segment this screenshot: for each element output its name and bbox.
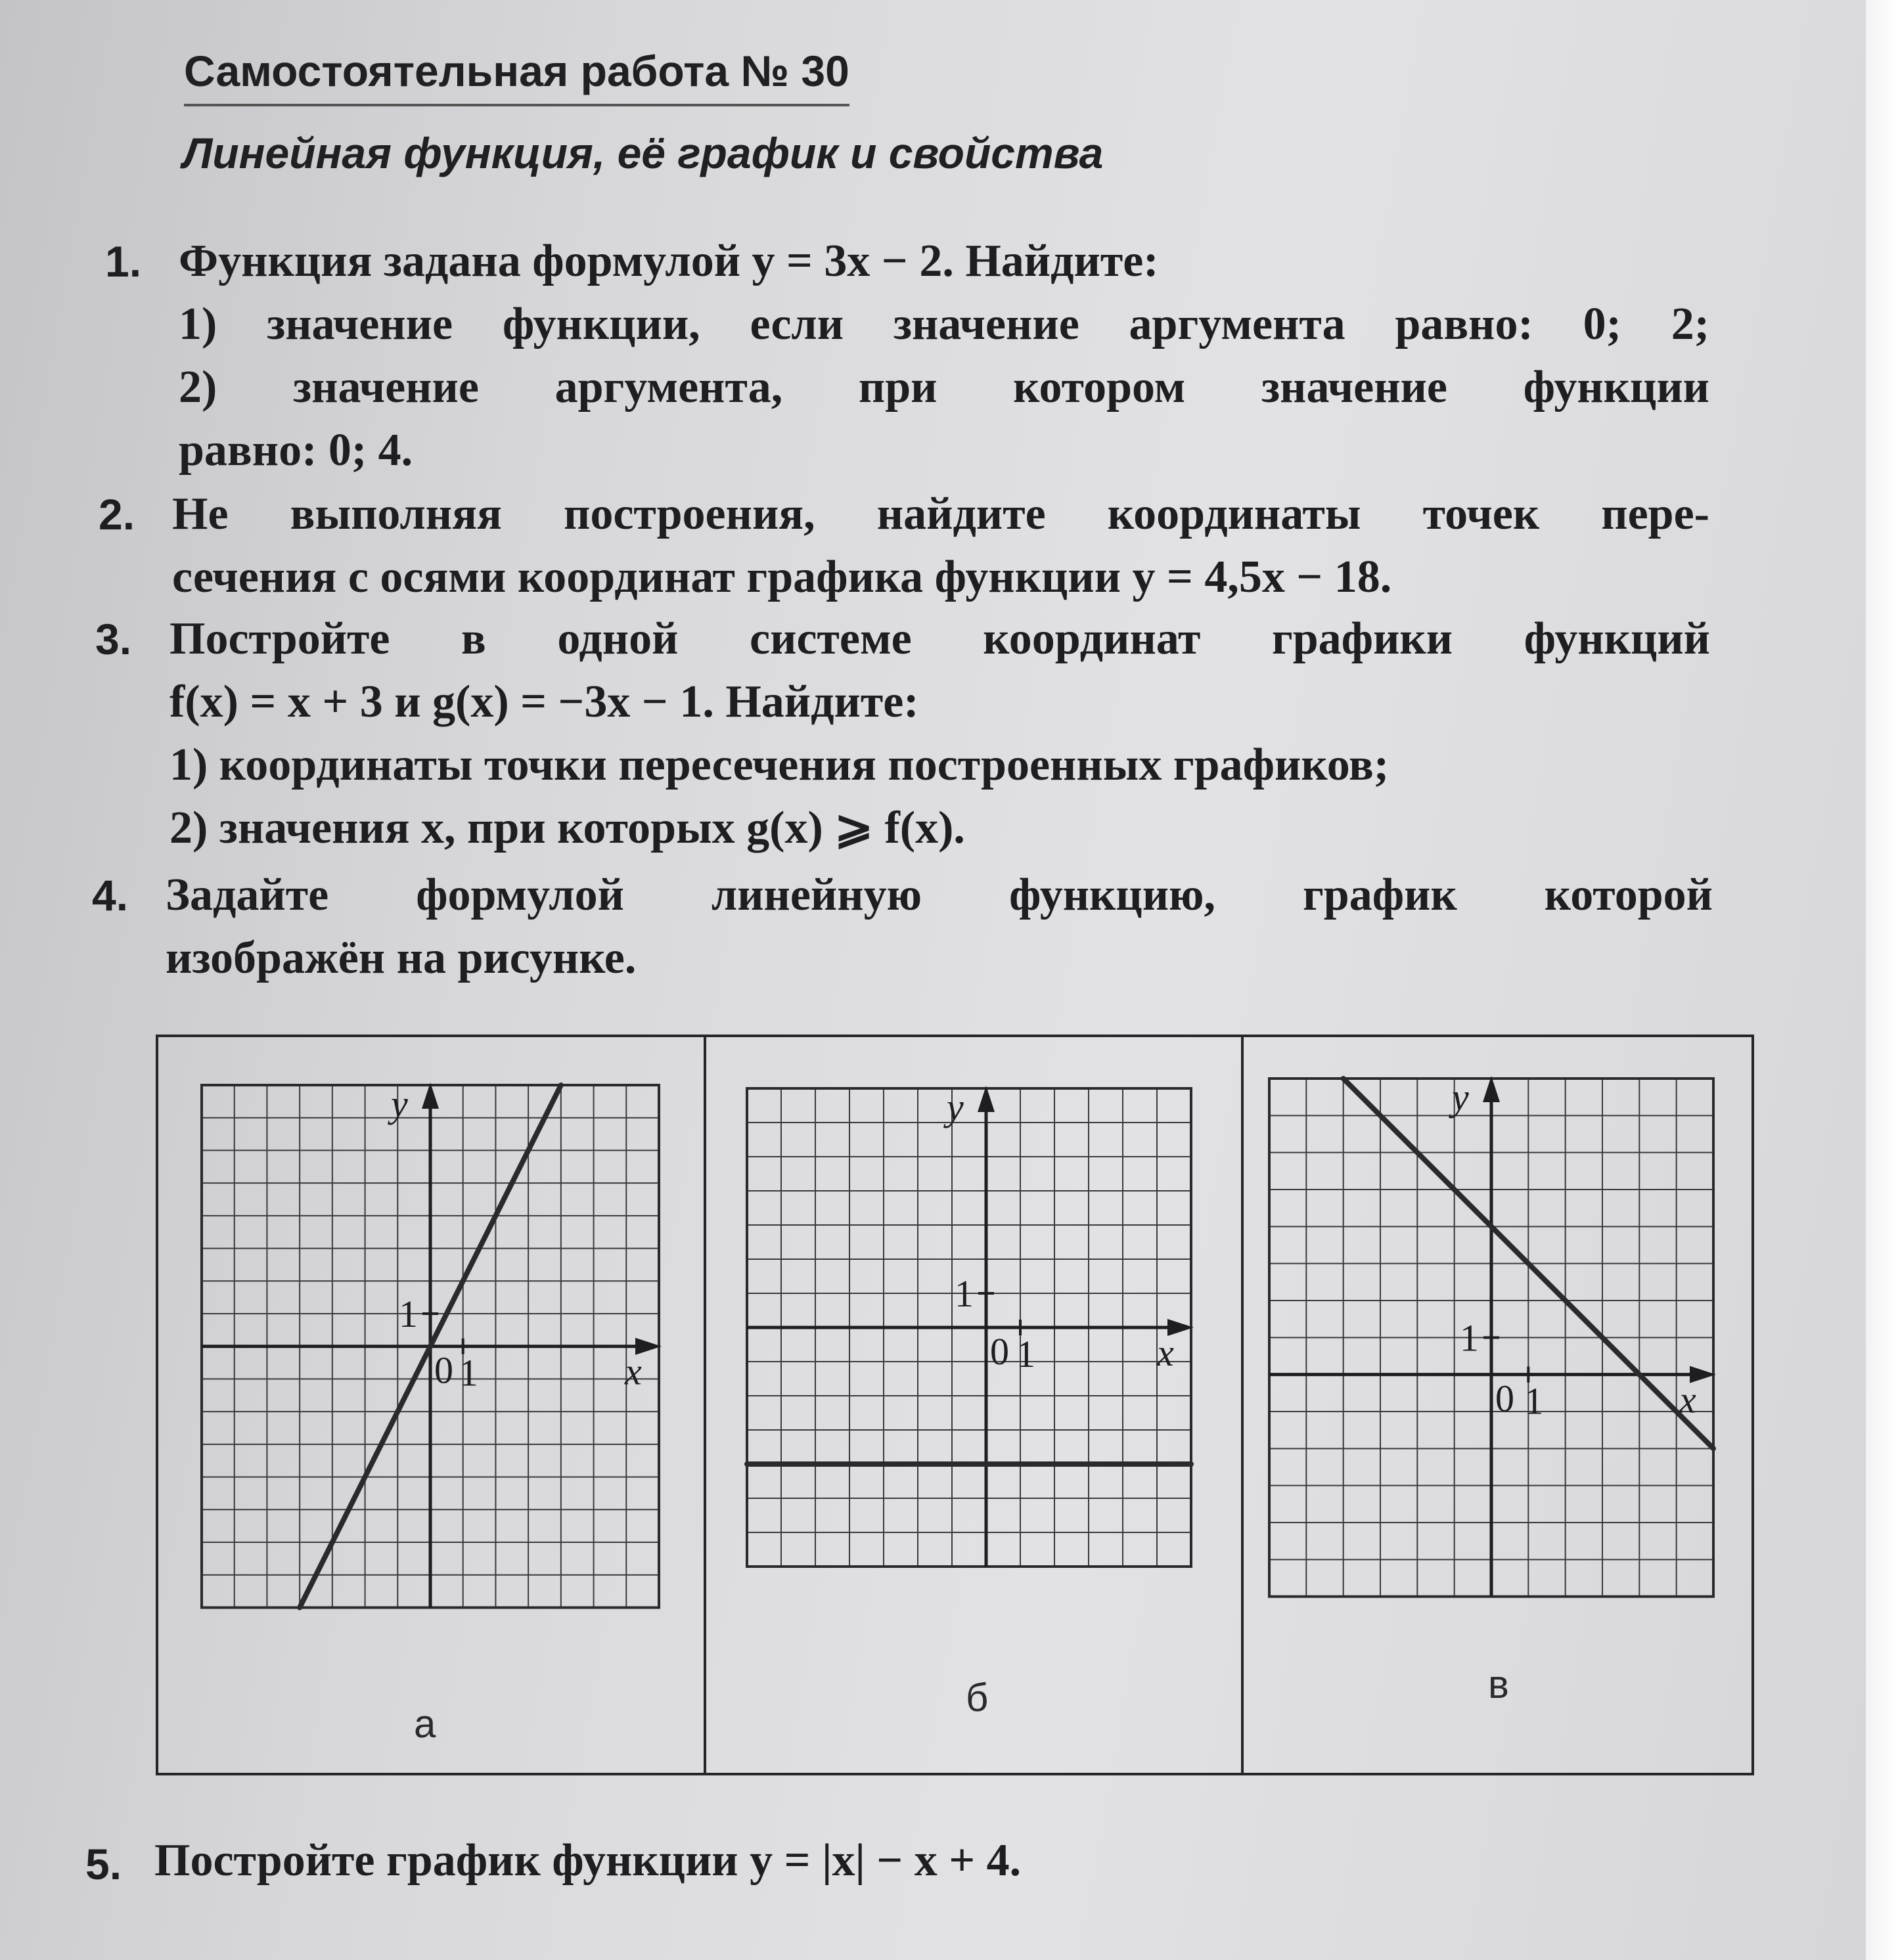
origin-label: 0 bbox=[434, 1348, 453, 1392]
figure-a-caption: а bbox=[414, 1702, 436, 1746]
x-unit-label: 1 bbox=[1524, 1379, 1544, 1423]
task-4 bbox=[166, 864, 1713, 990]
graph-b bbox=[739, 1080, 1199, 1632]
x-axis-label: x bbox=[1679, 1378, 1696, 1421]
graph-v bbox=[1261, 1071, 1721, 1636]
y-axis-label: y bbox=[391, 1082, 408, 1125]
y-unit-label: 1 bbox=[1460, 1316, 1479, 1360]
task-2-line-2: сечения с осями координат графика функции y = 4,5x − 18. bbox=[172, 552, 1392, 602]
task-2-number: 2. bbox=[99, 490, 135, 539]
origin-label: 0 bbox=[1495, 1377, 1514, 1420]
task-4-line-1: Задайте формулой линейную функцию, график которой bbox=[166, 870, 1713, 920]
x-unit-label: 1 bbox=[459, 1351, 478, 1394]
task-1-line-3: 2) значение аргумента, при котором значение функции bbox=[179, 362, 1709, 412]
figure-divider bbox=[1241, 1037, 1244, 1773]
task-4-line-2: изображён на рисунке. bbox=[166, 933, 637, 983]
task-3-line-1: Постройте в одной системе координат графики функций bbox=[169, 613, 1710, 664]
page-subtitle: Линейная функция, её график и свойства bbox=[183, 129, 1104, 177]
origin-label: 0 bbox=[990, 1330, 1009, 1373]
task-2 bbox=[172, 483, 1709, 609]
figure-divider bbox=[704, 1037, 706, 1773]
task-1-number: 1. bbox=[105, 237, 142, 286]
task-1 bbox=[179, 230, 1709, 482]
x-axis-label: x bbox=[625, 1350, 642, 1393]
x-unit-label: 1 bbox=[1016, 1333, 1035, 1375]
task-1-line-2: 1) значение функции, если значение аргумента равно: 0; 2; bbox=[179, 299, 1709, 349]
task-3-line-3: 1) координаты точки пересечения построенных графиков; bbox=[169, 740, 1390, 790]
y-unit-label: 1 bbox=[955, 1272, 974, 1315]
task-1-line-1: Функция задана формулой y = 3x − 2. Найдите: bbox=[179, 236, 1159, 286]
task-3-number: 3. bbox=[95, 615, 132, 663]
y-axis-label: y bbox=[947, 1086, 964, 1128]
task-5-line-1: Постройте график функции y = |x| − x + 4. bbox=[154, 1835, 1022, 1886]
figure-b-caption: б bbox=[966, 1676, 989, 1720]
task-1-line-4: равно: 0; 4. bbox=[179, 425, 413, 476]
page-edge bbox=[1866, 0, 1898, 1960]
graph-a bbox=[194, 1077, 667, 1668]
task-5 bbox=[154, 1829, 1600, 1892]
y-unit-label: 1 bbox=[399, 1293, 418, 1335]
x-axis-label: x bbox=[1157, 1331, 1174, 1374]
task-5-number: 5. bbox=[85, 1840, 122, 1888]
y-axis-label: y bbox=[1452, 1076, 1469, 1119]
page-title: Самостоятельная работа № 30 bbox=[184, 46, 849, 106]
task-3-line-4: 2) значения x, при которых g(x) ⩾ f(x). bbox=[169, 803, 965, 853]
task-3-line-2: f(x) = x + 3 и g(x) = −3x − 1. Найдите: bbox=[169, 677, 919, 727]
task-4-number: 4. bbox=[92, 871, 129, 920]
figure-v-caption: в bbox=[1488, 1662, 1509, 1706]
task-2-line-1: Не выполняя построения, найдите координаты точек пере- bbox=[172, 489, 1709, 539]
task-3 bbox=[169, 608, 1710, 860]
